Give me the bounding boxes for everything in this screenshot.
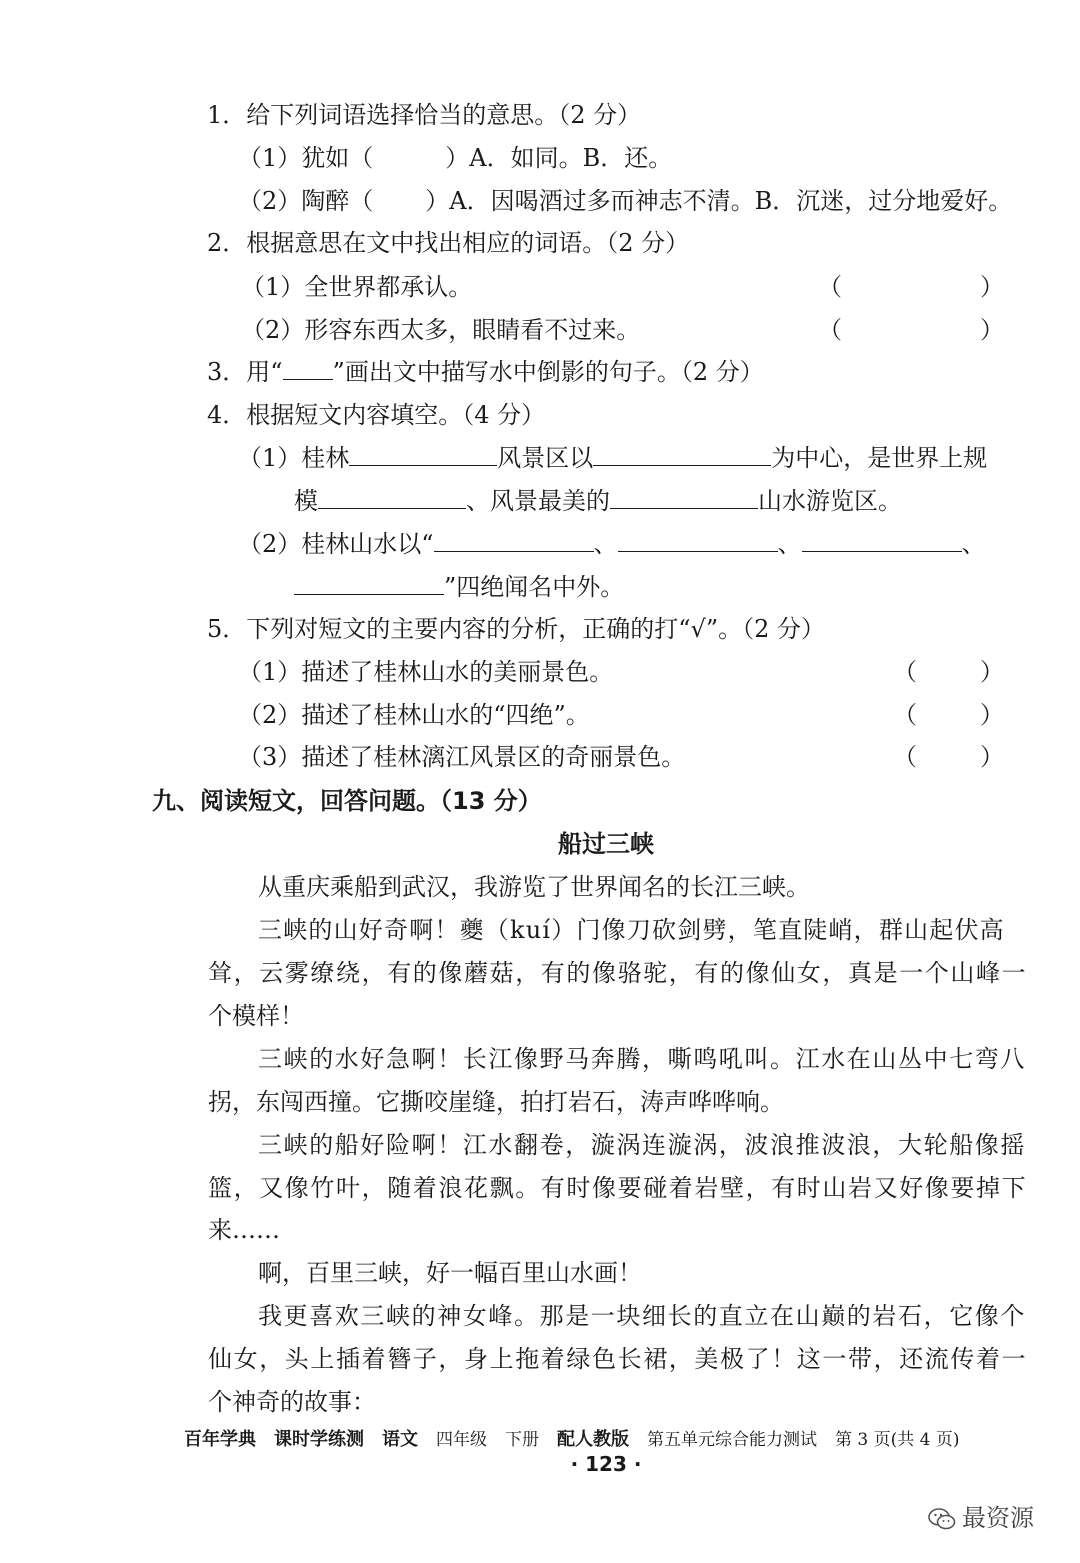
q5-item-3: （3）描述了桂林漓江风景区的奇丽景色。 [238, 743, 686, 771]
q4-blank-8[interactable] [294, 570, 444, 595]
footer-unit: 第五单元综合能力测试 [647, 1430, 817, 1450]
q4-item-2-text-a: （2）桂林山水以“ [238, 530, 434, 558]
passage-line: 三峡的水好急啊！长江像野马奔腾，嘶鸣吼叫。江水在山丛中七弯八 [258, 1045, 1026, 1073]
q4-blank-4[interactable] [610, 484, 758, 509]
q1-item-1-options: ）A．如同。B．还。 [445, 144, 673, 172]
watermark [928, 1498, 1034, 1533]
q4-sep-3: 、 [961, 530, 986, 558]
passage-line: 个神奇的故事： [208, 1388, 376, 1416]
passage-line: 三峡的船好险啊！江水翻卷，漩涡连漩涡，波浪推波浪，大轮船像摇 [258, 1131, 1026, 1159]
passage-line: 耸，云雾缭绕，有的像蘑菇，有的像骆驼，有的像仙女，真是一个山峰一 [208, 959, 1028, 987]
q2-item-1-answer-open: （ [818, 273, 842, 301]
footer-grade: 四年级 [436, 1430, 487, 1450]
q4-blank-2[interactable] [593, 441, 771, 466]
page-footer [184, 1428, 978, 1452]
q4-sep-2: 、 [777, 530, 802, 558]
q4-item-1-text-e: 、风景最美的 [466, 487, 610, 515]
q2-item-1: （1）全世界都承认。 [241, 273, 473, 301]
q2-item-2-answer-open: （ [818, 316, 842, 344]
q3-post: ”画出文中描写水中倒影的句子。（2 分） [332, 358, 764, 386]
passage-line: 啊，百里三峡，好一幅百里山水画！ [258, 1259, 642, 1287]
q4-blank-3[interactable] [318, 484, 466, 509]
q5-title: 5．下列对短文的主要内容的分析，正确的打“√”。（2 分） [207, 615, 825, 643]
section-9-title: 九、阅读短文，回答问题。（13 分） [152, 787, 542, 815]
q5-item-2-answer-open: （ [893, 701, 917, 729]
footer-volume: 下册 [505, 1430, 539, 1450]
q3-pre: 3．用“ [207, 358, 283, 386]
q2-item-2-answer-close: ） [980, 316, 1004, 344]
q1-item-2-options: ）A．因喝酒过多而神志不清。B．沉迷，过分地爱好。 [425, 187, 1013, 215]
footer-subject: 语文 [382, 1429, 418, 1450]
passage-line: 三峡的山好奇啊！夔（kuí）门像刀砍剑劈，笔直陡峭，群山起伏高 [258, 916, 1005, 944]
passage-line: 仙女，头上插着簪子，身上拖着绿色长裙，美极了！这一带，还流传着一 [208, 1345, 1028, 1373]
passage-line: 从重庆乘船到武汉，我游览了世界闻名的长江三峡。 [258, 873, 810, 901]
q5-item-2-answer-close: ） [980, 701, 1004, 729]
footer-edition: 配人教版 [557, 1429, 629, 1450]
passage-line: 个模样！ [208, 1002, 304, 1030]
q4-title: 4．根据短文内容填空。（4 分） [207, 401, 546, 429]
q5-item-1-answer-close: ） [980, 658, 1004, 686]
q4-item-2 [238, 527, 986, 561]
q3-underline-sample [283, 355, 333, 380]
q2-item-2: （2）形容东西太多，眼睛看不过来。 [241, 316, 641, 344]
q4-item-1-text-c: 为中心，是世界上规 [771, 444, 988, 472]
passage-line: 来…… [208, 1216, 280, 1244]
q5-item-2: （2）描述了桂林山水的“四绝”。 [238, 701, 590, 729]
q4-item-1-cont [294, 484, 902, 518]
q1-item-2 [238, 184, 1012, 218]
q5-item-1-answer-open: （ [893, 658, 917, 686]
passage-line: 我更喜欢三峡的神女峰。那是一块细长的直立在山巅的岩石，它像个 [258, 1302, 1026, 1330]
q4-sep-1: 、 [593, 530, 618, 558]
q4-blank-6[interactable] [618, 527, 778, 552]
q2-title: 2．根据意思在文中找出相应的词语。（2 分） [207, 229, 690, 257]
footer-brand: 百年学典 [184, 1429, 256, 1450]
q1-item-1 [238, 141, 672, 175]
q4-item-1-text-b: 风景区以 [497, 444, 594, 472]
q4-item-1-text-a: （1）桂林 [238, 444, 350, 472]
q5-item-3-answer-close: ） [980, 743, 1004, 771]
q3-title [207, 355, 764, 389]
q5-item-3-answer-open: （ [893, 743, 917, 771]
q4-blank-5[interactable] [434, 527, 594, 552]
q2-item-1-answer-close: ） [980, 273, 1004, 301]
page-number: · 123 · [570, 1452, 642, 1476]
watermark-text: 最资源 [962, 1504, 1034, 1532]
footer-page: 第 3 页(共 4 页) [835, 1430, 960, 1450]
q4-blank-1[interactable] [349, 441, 497, 466]
q4-item-2-end: ”四绝闻名中外。 [444, 573, 625, 601]
q4-blank-7[interactable] [802, 527, 962, 552]
q1-item-2-label: （2）陶醉（ [238, 187, 374, 215]
q4-item-2-cont [294, 570, 624, 604]
q5-item-1: （1）描述了桂林山水的美丽景色。 [238, 658, 614, 686]
q1-title: 1．给下列词语选择恰当的意思。（2 分） [207, 101, 642, 129]
passage-title: 船过三峡 [558, 830, 654, 858]
q4-item-1-text-d: 模 [294, 487, 318, 515]
q4-item-1 [238, 441, 987, 475]
q1-item-1-label: （1）犹如（ [238, 144, 374, 172]
passage-line: 拐，东闯西撞。它撕咬崖缝，拍打岩石，涛声哗哗响。 [208, 1088, 784, 1116]
footer-series: 课时学练测 [274, 1429, 364, 1450]
wechat-icon [928, 1508, 956, 1530]
q4-item-1-text-f: 山水游览区。 [758, 487, 902, 515]
passage-line: 篮，又像竹叶，随着浪花飘。有时像要碰着岩壁，有时山岩又好像要掉下 [208, 1174, 1028, 1202]
